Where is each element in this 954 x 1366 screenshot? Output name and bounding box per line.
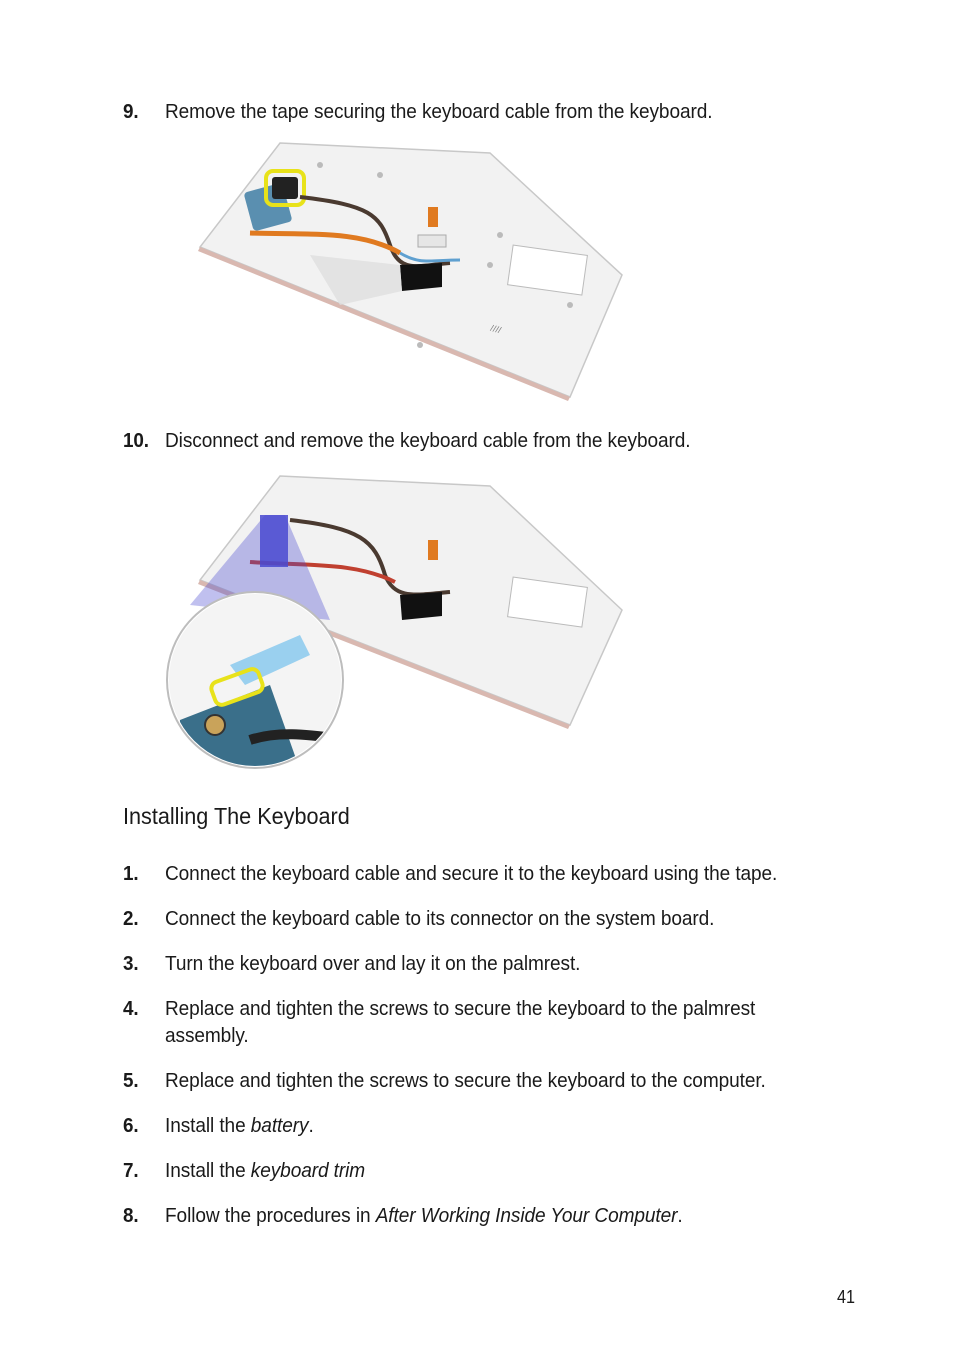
page-number: 41: [837, 1287, 856, 1307]
step-text: Turn the keyboard over and lay it on the palmrest.: [165, 952, 581, 975]
step-prefix: Install the: [165, 1114, 251, 1137]
section-title: Installing The Keyboard: [123, 803, 350, 829]
step-text: Disconnect and remove the keyboard cable from the keyboard.: [165, 429, 691, 452]
step-number: 1.: [123, 862, 139, 885]
step-number: 9.: [123, 100, 139, 123]
step-number: 3.: [123, 952, 139, 975]
step-number: 10.: [123, 429, 149, 452]
step-number: 2.: [123, 907, 139, 930]
step-prefix: Follow the procedures in: [165, 1204, 376, 1227]
step-text: Remove the tape securing the keyboard cable from the keyboard.: [165, 100, 713, 123]
step-suffix: .: [677, 1204, 683, 1227]
step-text: Connect the keyboard cable and secure it to the keyboard using the tape.: [165, 862, 778, 885]
step-prefix: Install the: [165, 1159, 251, 1182]
battery-link[interactable]: battery: [250, 1114, 309, 1137]
step-number: 6.: [123, 1114, 139, 1137]
keyboard-trim-link[interactable]: keyboard trim: [250, 1159, 366, 1182]
step-number: 8.: [123, 1204, 139, 1227]
step-text: Replace and tighten the screws to secure the keyboard to the palmrest assembly.: [165, 997, 756, 1047]
keyboard-tape-figure: [190, 135, 630, 405]
step-text: [165, 1157, 797, 1184]
step-text: Connect the keyboard cable to its connector on the system board.: [165, 907, 715, 930]
after-working-link[interactable]: After Working Inside Your Computer: [375, 1204, 678, 1227]
step-number: 4.: [123, 997, 139, 1020]
step-text: [165, 1202, 797, 1229]
step-number: 7.: [123, 1159, 139, 1182]
svg-text:////: ////: [489, 323, 503, 335]
keyboard-cable-figure: [160, 470, 630, 775]
step-text: Replace and tighten the screws to secure the keyboard to the computer.: [165, 1069, 766, 1092]
step-suffix: .: [308, 1114, 314, 1137]
step-number: 5.: [123, 1069, 139, 1092]
step-text: [165, 1112, 797, 1139]
